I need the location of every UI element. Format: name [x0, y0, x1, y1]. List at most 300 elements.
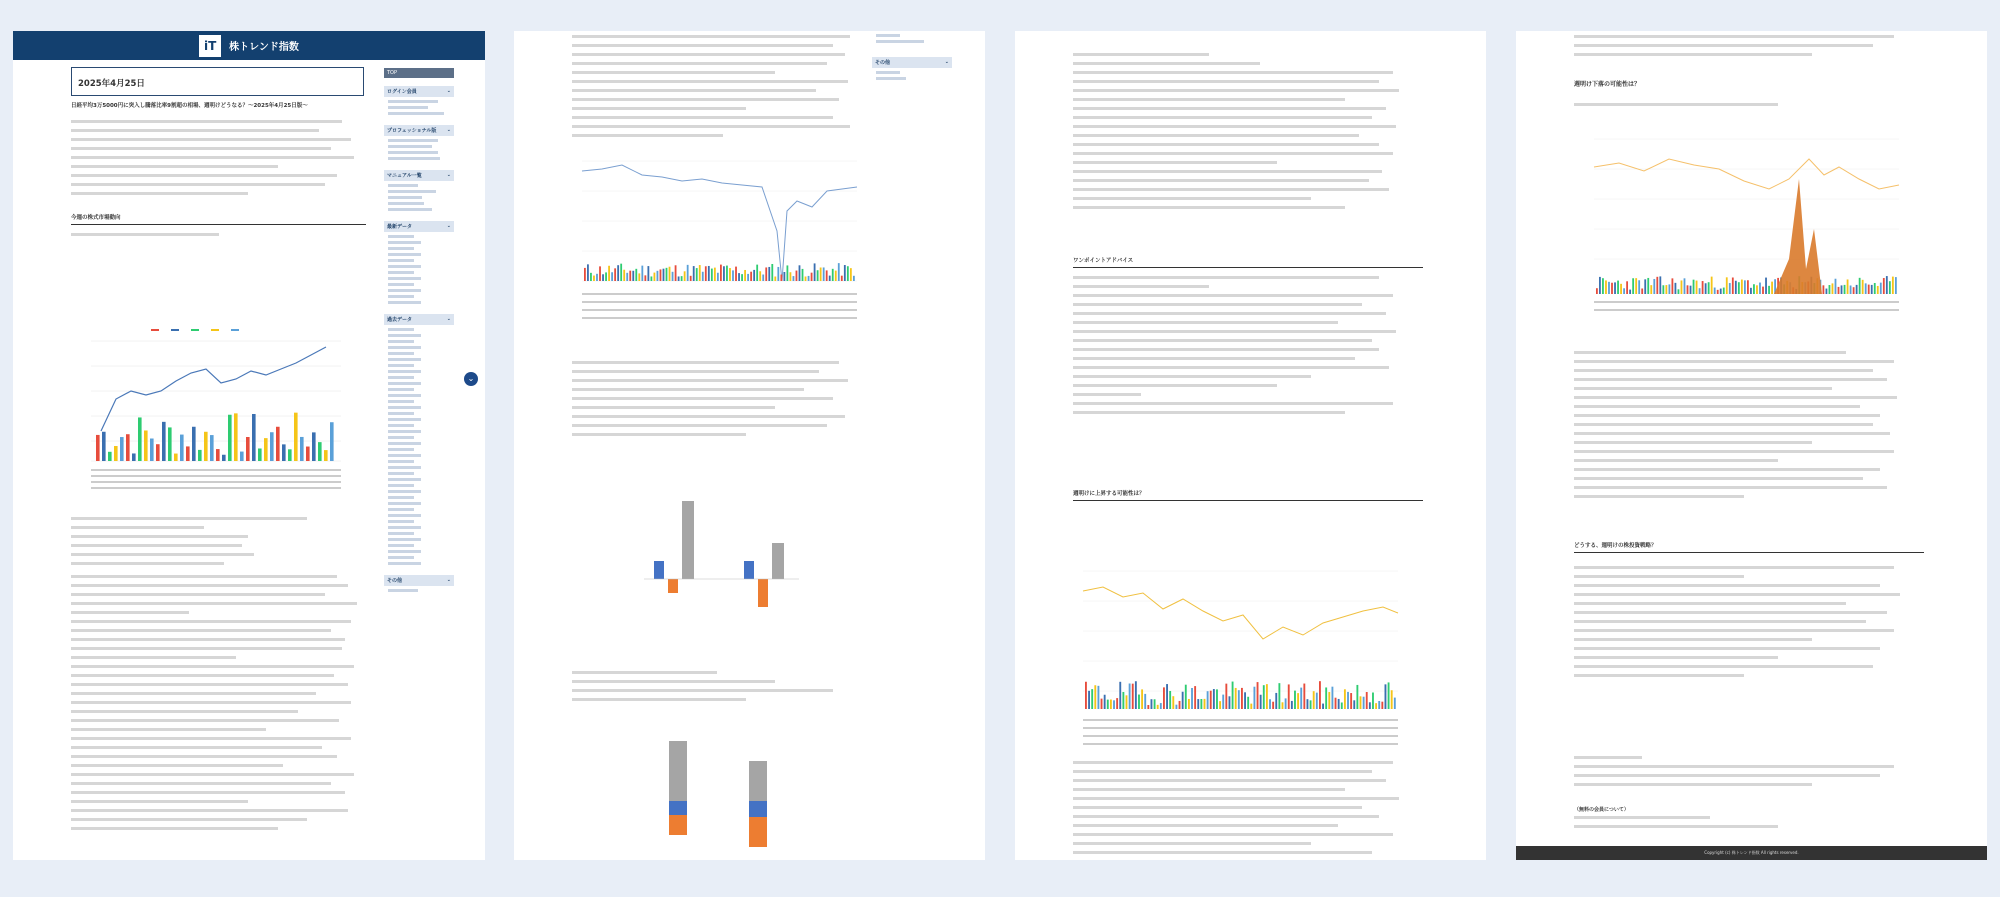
sidebar-link[interactable] — [388, 502, 421, 505]
decorative-bar — [1856, 285, 1858, 294]
decorative-bar — [1726, 277, 1728, 294]
chevron-down-icon: ⌄ — [446, 316, 451, 322]
decorative-bar — [714, 268, 716, 281]
decorative-bar — [762, 275, 764, 281]
sidebar-link[interactable] — [388, 556, 414, 559]
decorative-bar — [1678, 289, 1680, 294]
decorative-bar — [853, 276, 855, 281]
sidebar-link[interactable] — [388, 328, 414, 331]
decorative-bar — [1185, 685, 1187, 709]
sidebar-link[interactable] — [388, 496, 414, 499]
sidebar-link[interactable] — [388, 265, 421, 268]
decorative-bar — [1294, 691, 1296, 709]
decorative-bar — [1874, 283, 1876, 294]
sidebar-group-other[interactable]: その他 ⌄ — [384, 575, 454, 586]
sidebar-link[interactable] — [388, 301, 421, 304]
decorative-bar — [702, 272, 704, 281]
decorative-bar — [1614, 282, 1616, 294]
decorative-bar — [759, 271, 761, 281]
decorative-bar — [817, 270, 819, 281]
decorative-bar — [1868, 285, 1870, 294]
sidebar-link[interactable] — [388, 448, 414, 451]
sidebar-link[interactable] — [388, 271, 414, 274]
decorative-bar — [1316, 693, 1318, 709]
decorative-bar — [312, 432, 316, 461]
decorative-bar — [744, 270, 746, 281]
decorative-bar — [1744, 280, 1746, 294]
trend-chart-4 — [1574, 119, 1914, 329]
decorative-bar — [654, 273, 656, 281]
decorative-bar — [150, 439, 154, 461]
decorative-bar — [1147, 705, 1149, 709]
sidebar-link[interactable] — [388, 259, 414, 262]
decorative-bar — [1665, 285, 1667, 294]
decorative-bar — [1717, 290, 1719, 294]
decorative-bar — [1169, 691, 1171, 709]
decorative-bar — [1097, 686, 1099, 709]
decorative-bar — [1335, 698, 1337, 709]
sidebar-group-other-2[interactable]: その他 ⌄ — [872, 57, 952, 68]
page-panel-2 — [514, 31, 985, 860]
decorative-bar — [814, 263, 816, 281]
decorative-bar — [850, 268, 852, 281]
sidebar-link[interactable] — [388, 394, 421, 397]
sidebar-link[interactable] — [388, 460, 414, 463]
decorative-bar — [1325, 687, 1327, 709]
decorative-bar — [1681, 280, 1683, 294]
decorative-bar — [168, 427, 172, 461]
decorative-bar — [1656, 277, 1658, 294]
sidebar-link[interactable] — [388, 478, 421, 481]
decorative-bar — [777, 267, 779, 281]
sidebar-group-latest[interactable]: 最新データ ⌄ — [384, 221, 454, 232]
decorative-bar — [1338, 699, 1340, 709]
sidebar-link[interactable] — [388, 340, 414, 343]
decorative-bar — [1859, 278, 1861, 294]
decorative-bar — [1229, 696, 1231, 709]
decorative-bar — [1122, 692, 1124, 709]
decorative-bar — [156, 444, 160, 461]
decorative-bar — [675, 265, 677, 281]
chevron-down-icon: ⌄ — [467, 374, 475, 383]
decorative-bar — [210, 435, 214, 461]
decorative-bar — [1841, 285, 1843, 294]
chevron-down-icon: ⌄ — [446, 172, 451, 178]
decorative-bar — [657, 271, 659, 281]
decorative-bar — [1687, 285, 1689, 294]
decorative-bar — [1107, 700, 1109, 709]
decorative-bar — [1288, 684, 1290, 709]
decorative-bar — [252, 414, 256, 461]
sidebar — [384, 68, 454, 595]
sidebar-link[interactable] — [388, 289, 421, 292]
sidebar-link[interactable] — [388, 520, 414, 523]
decorative-bar — [1650, 285, 1652, 294]
decorative-bar — [1138, 695, 1140, 709]
sidebar-link[interactable] — [388, 532, 414, 535]
decorative-bar — [805, 276, 807, 281]
decorative-bar — [1762, 287, 1764, 294]
decorative-bar — [1883, 278, 1885, 294]
decorative-bar — [1241, 688, 1243, 709]
decorative-bar — [246, 437, 250, 461]
sidebar-link[interactable] — [388, 508, 414, 511]
decorative-bar — [324, 450, 328, 461]
section-heading-advice: ワンポイントアドバイス — [1073, 256, 1423, 268]
decorative-bar — [790, 272, 792, 281]
decorative-bar — [282, 444, 286, 461]
decorative-bar — [708, 266, 710, 281]
decorative-bar — [120, 437, 124, 461]
decorative-bar — [1388, 682, 1390, 709]
decorative-bar — [1832, 283, 1834, 294]
decorative-bar — [1116, 698, 1118, 709]
sidebar-link[interactable] — [388, 472, 414, 475]
decorative-bar — [270, 432, 274, 461]
sidebar-top-link[interactable]: TOP — [384, 68, 454, 78]
decorative-bar — [596, 274, 598, 281]
sidebar-link[interactable] — [388, 424, 414, 427]
decorative-bar — [720, 265, 722, 281]
sidebar-link[interactable] — [388, 247, 414, 250]
decorative-bar — [617, 265, 619, 281]
decorative-bar — [641, 266, 643, 281]
decorative-bar — [1662, 285, 1664, 294]
sidebar-link[interactable] — [388, 253, 421, 256]
decorative-bar — [1297, 693, 1299, 709]
sidebar-link[interactable] — [388, 436, 414, 439]
decorative-bar — [1375, 703, 1377, 709]
decorative-bar — [647, 266, 649, 281]
sidebar-group-pro[interactable]: プロフェッショナル版 ⌄ — [384, 125, 454, 136]
decorative-bar — [774, 277, 776, 281]
sidebar-link[interactable] — [388, 526, 421, 529]
decorative-bar — [1266, 684, 1268, 709]
decorative-bar — [1756, 285, 1758, 294]
section-heading-strategy: どうする、週明けの株投資戦略？ — [1574, 541, 1924, 553]
decorative-bar — [318, 442, 322, 461]
decorative-bar — [1895, 277, 1897, 294]
decorative-bar — [796, 271, 798, 281]
decorative-bar — [1360, 696, 1362, 709]
sidebar-link[interactable] — [388, 430, 421, 433]
decorative-bar — [660, 269, 662, 281]
decorative-bar — [1385, 684, 1387, 709]
decorative-bar — [726, 266, 728, 281]
decorative-bar — [1747, 280, 1749, 294]
sidebar-link[interactable] — [388, 550, 421, 553]
decorative-bar — [632, 271, 634, 281]
sidebar-link[interactable] — [388, 442, 421, 445]
decorative-bar — [611, 272, 613, 281]
decorative-bar — [823, 267, 825, 281]
decorative-bar — [699, 265, 701, 281]
decorative-bar — [1672, 278, 1674, 294]
decorative-bar — [717, 273, 719, 281]
decorative-bar — [1101, 699, 1103, 709]
decorative-bar — [826, 270, 828, 281]
section-heading-up: 週明けに上昇する可能性は？ — [1073, 489, 1423, 501]
decorative-bar — [1711, 277, 1713, 294]
decorative-bar — [1638, 280, 1640, 294]
decorative-bar — [1608, 282, 1610, 294]
decorative-bar — [780, 275, 782, 281]
sidebar-link[interactable] — [388, 352, 414, 355]
decorative-bar — [832, 269, 834, 281]
decorative-bar — [288, 449, 292, 461]
decorative-bar — [735, 267, 737, 281]
sidebar-link[interactable] — [388, 490, 421, 493]
decorative-bar — [1644, 279, 1646, 294]
section-heading-market: 今週の株式市場動向 — [71, 213, 366, 225]
decorative-bar — [1144, 694, 1146, 709]
section-heading-down: 週明け下落の可能性は？ — [1574, 81, 1641, 88]
decorative-bar — [222, 455, 226, 461]
decorative-bar — [1732, 278, 1734, 294]
sidebar-link[interactable] — [388, 406, 421, 409]
site-footer: Copyright (c) 株トレンド指数 All rights reserved. — [1516, 846, 1987, 860]
decorative-bar — [174, 454, 178, 461]
decorative-bar — [132, 453, 136, 461]
decorative-bar — [264, 438, 268, 461]
decorative-bar — [1823, 285, 1825, 294]
sidebar-link[interactable] — [388, 346, 421, 349]
sidebar-group-login[interactable]: ログイン会員 ⌄ — [384, 86, 454, 97]
decorative-bar — [1690, 286, 1692, 294]
decorative-bar — [1191, 688, 1193, 709]
chevron-down-icon: ⌄ — [446, 577, 451, 583]
decorative-bar — [1222, 695, 1224, 709]
decorative-bar — [1182, 692, 1184, 709]
trend-chart-3 — [1073, 551, 1413, 751]
decorative-bar — [1157, 705, 1159, 709]
trend-chart-2 — [572, 141, 872, 351]
decorative-bar — [1378, 701, 1380, 709]
decorative-bar — [1723, 288, 1725, 294]
decorative-bar — [1765, 278, 1767, 294]
decorative-bar — [1838, 287, 1840, 294]
sidebar-link[interactable] — [388, 400, 414, 403]
sidebar-link[interactable] — [388, 388, 414, 391]
decorative-bar — [144, 430, 148, 461]
sidebar-link[interactable] — [388, 235, 414, 238]
decorative-bar — [1322, 704, 1324, 709]
decorative-bar — [1282, 702, 1284, 709]
decorative-bar — [1641, 288, 1643, 294]
decorative-bar — [750, 272, 752, 281]
decorative-bar — [1886, 276, 1888, 294]
decorative-bar — [672, 272, 674, 281]
decorative-bar — [162, 422, 166, 461]
page-panel-3 — [1015, 31, 1486, 860]
decorative-bar — [96, 435, 100, 461]
decorative-bar — [1366, 692, 1368, 709]
decorative-bar — [753, 270, 755, 281]
decorative-bar — [663, 269, 665, 281]
sidebar-link[interactable] — [388, 544, 414, 547]
decorative-bar — [1129, 683, 1131, 709]
decorative-bar — [1892, 277, 1894, 294]
decorative-bar — [1175, 705, 1177, 709]
decorative-bar — [644, 275, 646, 281]
decorative-bar — [1275, 693, 1277, 709]
decorative-bar — [1163, 687, 1165, 709]
decorative-bar — [1113, 700, 1115, 709]
bar-chart-small-2 — [624, 721, 814, 860]
sidebar-link[interactable] — [388, 358, 421, 361]
decorative-bar — [1862, 280, 1864, 294]
decorative-bar — [1141, 689, 1143, 709]
decorative-bar — [666, 268, 668, 281]
decorative-bar — [844, 265, 846, 281]
decorative-bar — [1197, 699, 1199, 709]
decorative-bar — [1372, 692, 1374, 709]
decorative-bar — [1741, 280, 1743, 294]
decorative-bar — [138, 417, 142, 461]
decorative-bar — [198, 450, 202, 461]
decorative-bar — [1835, 279, 1837, 294]
decorative-bar — [1753, 284, 1755, 294]
decorative-bar — [108, 452, 112, 461]
decorative-bar — [1225, 684, 1227, 709]
decorative-bar — [1693, 280, 1695, 294]
decorative-bar — [1263, 685, 1265, 709]
decorative-bar — [732, 270, 734, 281]
decorative-bar — [593, 276, 595, 281]
decorative-bar — [584, 268, 586, 281]
decorative-bar — [1853, 287, 1855, 294]
sidebar-link[interactable] — [388, 418, 421, 421]
sidebar-link[interactable] — [388, 538, 421, 541]
decorative-bar — [1611, 283, 1613, 294]
decorative-bar — [1381, 702, 1383, 709]
decorative-bar — [330, 422, 334, 461]
sidebar-link[interactable] — [388, 370, 421, 373]
decorative-bar — [1213, 689, 1215, 709]
decorative-bar — [590, 273, 592, 281]
sidebar-group-manual[interactable]: マニュアル一覧 ⌄ — [384, 170, 454, 181]
sidebar-link[interactable] — [388, 283, 414, 286]
decorative-bar — [756, 265, 758, 281]
decorative-bar — [1605, 280, 1607, 294]
decorative-bar — [1880, 283, 1882, 294]
section-heading-note: （無料の会員について） — [1574, 807, 1629, 813]
decorative-bar — [240, 452, 244, 461]
sidebar-link[interactable] — [388, 295, 414, 298]
decorative-bar — [1714, 288, 1716, 294]
decorative-bar — [1160, 703, 1162, 709]
sidebar-link[interactable] — [388, 376, 414, 379]
decorative-bar — [1307, 699, 1309, 709]
decorative-bar — [1668, 284, 1670, 294]
decorative-bar — [1172, 696, 1174, 709]
sidebar-link[interactable] — [388, 466, 421, 469]
sidebar-link[interactable] — [388, 241, 421, 244]
decorative-bar — [820, 268, 822, 281]
decorative-bar — [1735, 281, 1737, 294]
decorative-bar — [1104, 695, 1106, 709]
decorative-bar — [1154, 699, 1156, 709]
sidebar-link[interactable] — [388, 364, 414, 367]
decorative-bar — [1871, 285, 1873, 294]
decorative-bar — [1596, 288, 1598, 294]
decorative-bar — [306, 447, 310, 461]
sidebar-link[interactable] — [388, 382, 421, 385]
post-date: 2025年4月25日 — [71, 67, 364, 96]
bar-chart-small-1 — [624, 481, 814, 631]
sidebar-link[interactable] — [388, 454, 421, 457]
chevron-down-icon: ⌄ — [446, 127, 451, 133]
decorative-bar — [276, 427, 280, 461]
decorative-bar — [258, 448, 262, 461]
decorative-bar — [605, 272, 607, 281]
decorative-bar — [1705, 283, 1707, 294]
decorative-bar — [711, 269, 713, 281]
scroll-down-button[interactable] — [464, 372, 478, 386]
decorative-bar — [1626, 281, 1628, 294]
decorative-bar — [1369, 702, 1371, 709]
decorative-bar — [1750, 288, 1752, 294]
decorative-bar — [1310, 700, 1312, 709]
article-body — [71, 103, 366, 242]
decorative-bar — [180, 435, 184, 461]
decorative-bar — [835, 271, 837, 281]
chevron-down-icon: ⌄ — [446, 88, 451, 94]
decorative-bar — [1602, 278, 1604, 294]
decorative-bar — [1344, 689, 1346, 709]
decorative-bar — [1207, 691, 1209, 709]
decorative-bar — [1303, 684, 1305, 709]
sidebar-group-archive[interactable]: 過去データ ⌄ — [384, 314, 454, 325]
decorative-bar — [1291, 701, 1293, 709]
decorative-bar — [1684, 278, 1686, 294]
decorative-bar — [690, 276, 692, 281]
sidebar-link[interactable] — [388, 277, 421, 280]
decorative-bar — [1119, 682, 1121, 709]
decorative-bar — [1629, 290, 1631, 294]
sidebar-link[interactable] — [388, 412, 414, 415]
decorative-bar — [192, 427, 196, 461]
decorative-bar — [1253, 687, 1255, 709]
decorative-bar — [620, 264, 622, 281]
decorative-bar — [1085, 682, 1087, 709]
decorative-bar — [705, 266, 707, 281]
decorative-bar — [1232, 682, 1234, 709]
decorative-bar — [1623, 288, 1625, 294]
decorative-bar — [768, 267, 770, 281]
sidebar-link[interactable] — [388, 484, 414, 487]
site-title[interactable]: 株トレンド指数 — [229, 42, 299, 53]
decorative-bar — [608, 266, 610, 281]
decorative-bar — [1675, 283, 1677, 294]
decorative-bar — [1699, 288, 1701, 294]
decorative-bar — [1204, 699, 1206, 709]
decorative-bar — [723, 266, 725, 281]
decorative-bar — [1617, 281, 1619, 294]
sidebar-link[interactable] — [388, 514, 421, 517]
article-headline: 日経平均3万5000円に突入し騰落比率9割超の相場、週明けどうなる？～2025年4月25日版～ — [71, 103, 308, 109]
sidebar-link[interactable] — [388, 562, 421, 565]
site-logo[interactable]: iT — [199, 35, 221, 57]
sidebar-link[interactable] — [388, 334, 421, 337]
decorative-bar — [234, 413, 238, 461]
decorative-bar — [765, 267, 767, 281]
decorative-bar — [1132, 684, 1134, 709]
decorative-bar — [808, 276, 810, 281]
decorative-bar — [1278, 683, 1280, 709]
decorative-bar — [1219, 701, 1221, 709]
decorative-bar — [678, 276, 680, 281]
